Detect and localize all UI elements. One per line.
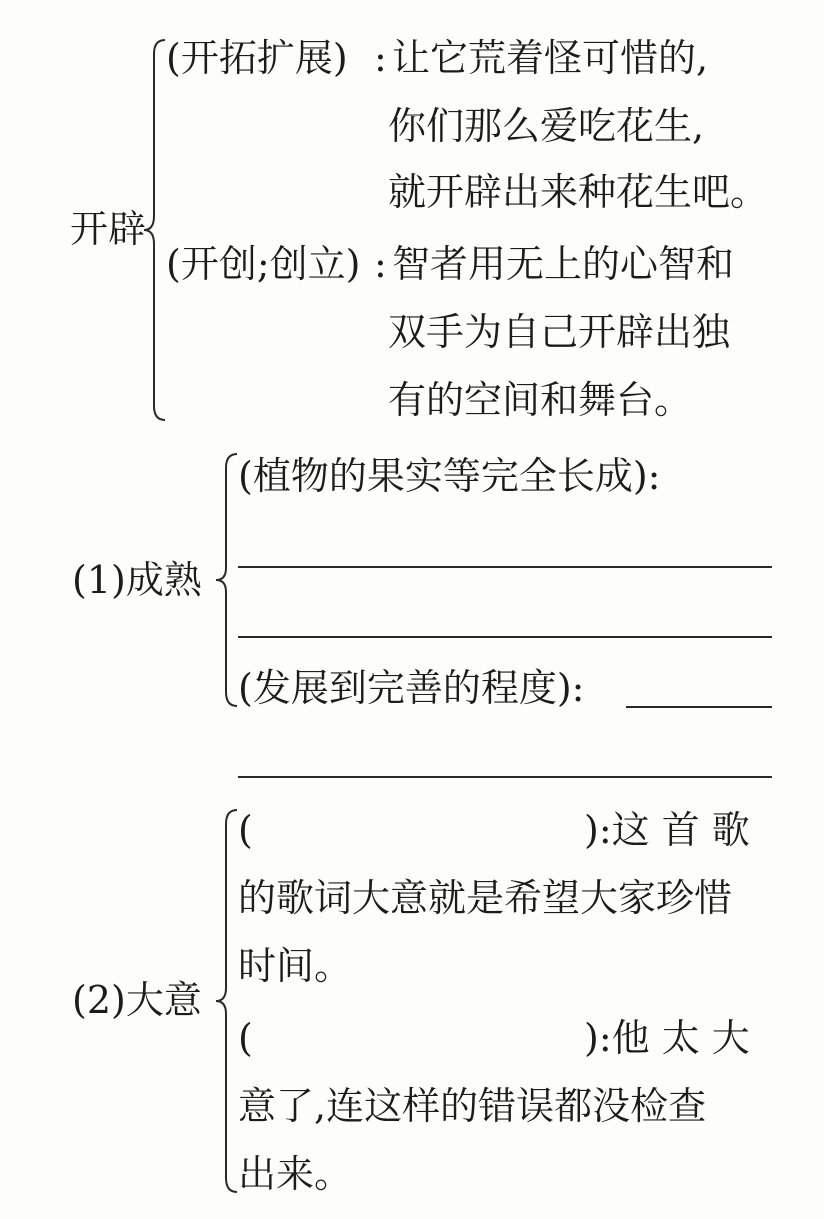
sense-colon: : xyxy=(374,36,387,80)
question-label-dayi: (2)大意 xyxy=(72,978,202,1022)
example-line: 出来。 xyxy=(238,1152,353,1196)
brace-dayi xyxy=(212,808,242,1196)
sense-meaning-create: (开创;创立) xyxy=(166,242,361,286)
sense-meaning-mature: (发展到完善的程度): xyxy=(238,666,585,710)
example-line: 让它荒着怪可惜的, xyxy=(392,36,709,80)
answer-blank[interactable] xyxy=(238,636,772,638)
answer-blank[interactable] xyxy=(626,706,772,708)
example-line: 你们那么爱吃花生, xyxy=(388,104,705,148)
example-line: 的歌词大意就是希望大家珍惜 xyxy=(238,876,733,920)
blank-close-paren: ):他 太 大 xyxy=(584,1016,750,1060)
sense-meaning-ripe: (植物的果实等完全长成): xyxy=(238,454,661,498)
sense-colon: : xyxy=(374,242,387,286)
example-line: 时间。 xyxy=(238,944,353,988)
blank-open-paren: ( xyxy=(238,808,253,852)
example-line: 双手为自己开辟出独 xyxy=(388,310,731,354)
blank-open-paren: ( xyxy=(238,1016,253,1060)
example-line: 智者用无上的心智和 xyxy=(392,242,735,286)
example-line: 有的空间和舞台。 xyxy=(388,378,693,422)
sense-meaning-expand: (开拓扩展) xyxy=(166,36,348,80)
headword-kaipi: 开辟 xyxy=(70,207,147,251)
example-line: 意了,连这样的错误都没检查 xyxy=(238,1084,707,1128)
answer-blank[interactable] xyxy=(238,566,772,568)
brace-kaipi xyxy=(140,38,170,422)
example-line: 就开辟出来种花生吧。 xyxy=(388,170,769,214)
blank-close-paren: ):这 首 歌 xyxy=(584,808,750,852)
question-label-chengshu: (1)成熟 xyxy=(72,558,202,602)
answer-blank[interactable] xyxy=(238,776,772,778)
